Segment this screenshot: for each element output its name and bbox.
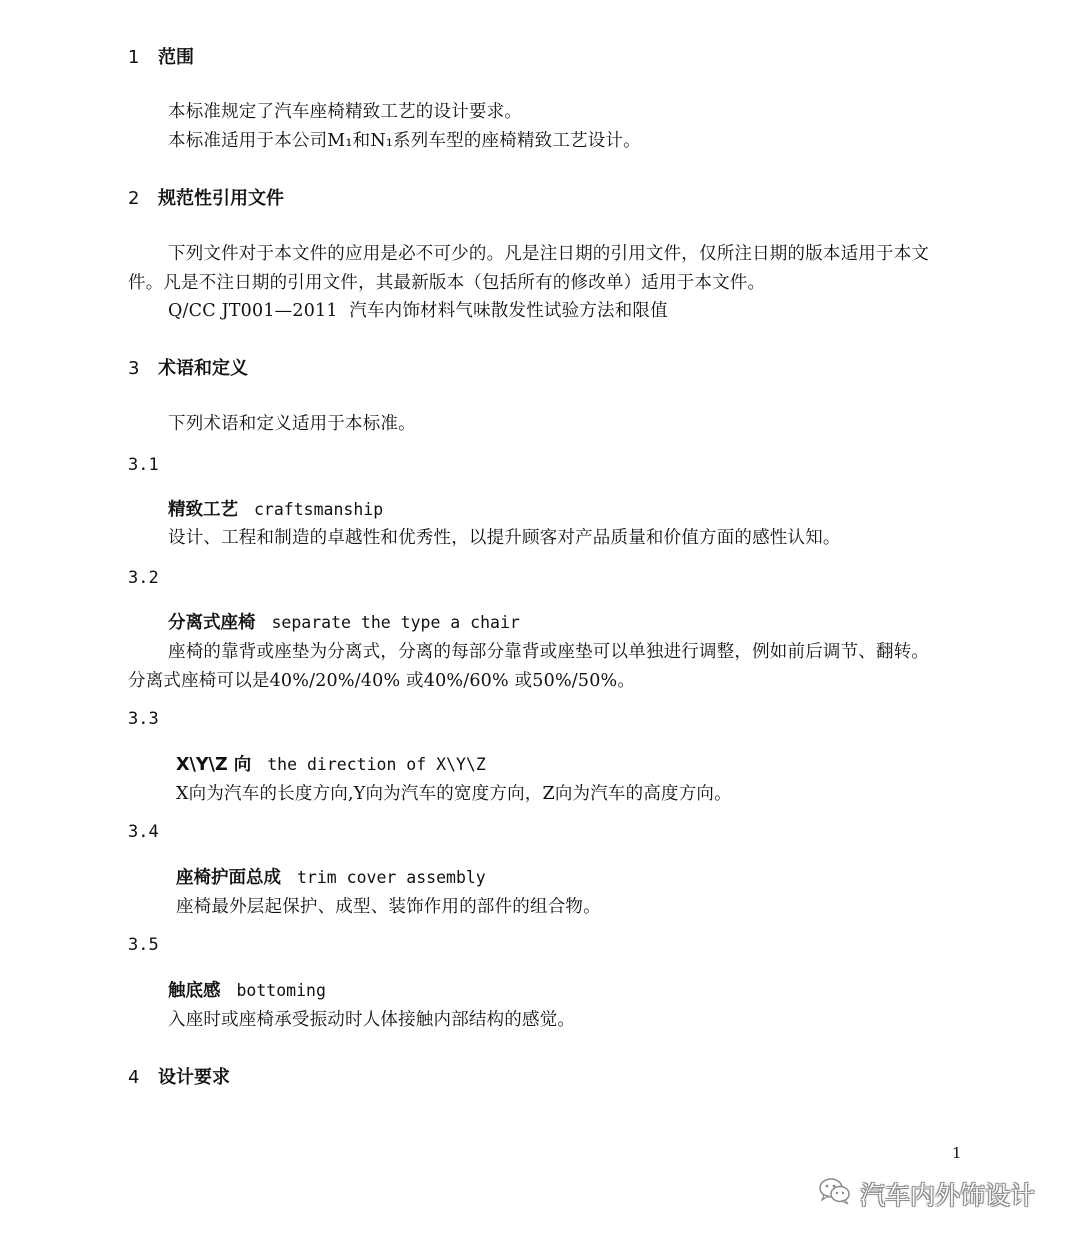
term-english: craftsmanship	[254, 500, 384, 519]
section-title: 范围	[158, 47, 194, 68]
section-3-heading	[128, 354, 248, 380]
term-definition: 分离式座椅可以是40%/20%/40% 或40%/60% 或50%/50%。	[128, 671, 636, 691]
section-number: 2	[128, 188, 140, 209]
term-heading	[176, 864, 486, 889]
term-english: trim cover assembly	[297, 868, 486, 887]
page-number: 1	[952, 1144, 962, 1162]
term-definition: 座椅的靠背或座垫为分离式，分离的每部分靠背或座垫可以单独进行调整，例如前后调节、翻转。	[168, 642, 930, 662]
term-number: 3.2	[128, 568, 159, 588]
term-definition: 座椅最外层起保护、成型、装饰作用的部件的组合物。	[176, 897, 601, 917]
term-chinese: 触底感	[168, 981, 221, 1001]
section-number: 4	[128, 1067, 140, 1088]
term-number: 3.4	[128, 822, 159, 842]
paragraph-line: 下列文件对于本文件的应用是必不可少的。凡是注日期的引用文件，仅所注日期的版本适用于本文	[168, 244, 930, 264]
term-heading	[168, 977, 326, 1002]
term-heading	[168, 609, 520, 634]
term-number: 3.3	[128, 709, 159, 729]
term-chinese: 精致工艺	[168, 500, 238, 520]
wechat-icon	[818, 1176, 860, 1212]
term-english: bottoming	[236, 981, 326, 1000]
section-2-heading	[128, 184, 284, 210]
term-heading	[168, 496, 383, 521]
section-number: 3	[128, 358, 140, 379]
section-1-heading	[128, 43, 194, 69]
term-english: separate the type a chair	[271, 613, 520, 632]
term-definition: 设计、工程和制造的卓越性和优秀性，以提升顾客对产品质量和价值方面的感性认知。	[168, 528, 841, 548]
term-definition: 入座时或座椅承受振动时人体接触内部结构的感觉。	[168, 1010, 576, 1030]
section-title: 规范性引用文件	[158, 188, 284, 209]
watermark-text: 汽车内外饰设计	[860, 1181, 1036, 1210]
term-chinese: X\Y\Z 向	[176, 755, 252, 775]
section-title: 设计要求	[158, 1067, 230, 1088]
term-chinese: 座椅护面总成	[176, 868, 281, 888]
term-definition: X向为汽车的长度方向,Y向为汽车的宽度方向，Z向为汽车的高度方向。	[176, 784, 732, 804]
watermark	[818, 1176, 1035, 1212]
reference-line: Q/CC JT001—2011 汽车内饰材料气味散发性试验方法和限值	[168, 301, 668, 321]
term-chinese: 分离式座椅	[168, 613, 256, 633]
term-english: the direction of X\Y\Z	[267, 755, 486, 774]
section-number: 1	[128, 47, 140, 68]
section-title: 术语和定义	[158, 358, 248, 379]
paragraph-line: 本标准适用于本公司M₁和N₁系列车型的座椅精致工艺设计。	[168, 131, 641, 151]
paragraph-line: 本标准规定了汽车座椅精致工艺的设计要求。	[168, 102, 522, 122]
section-4-heading	[128, 1063, 230, 1089]
paragraph-line: 件。凡是不注日期的引用文件，其最新版本（包括所有的修改单）适用于本文件。	[128, 273, 766, 293]
term-heading	[176, 751, 486, 776]
paragraph-line: 下列术语和定义适用于本标准。	[168, 414, 416, 434]
term-number: 3.5	[128, 935, 159, 955]
term-number: 3.1	[128, 455, 159, 475]
